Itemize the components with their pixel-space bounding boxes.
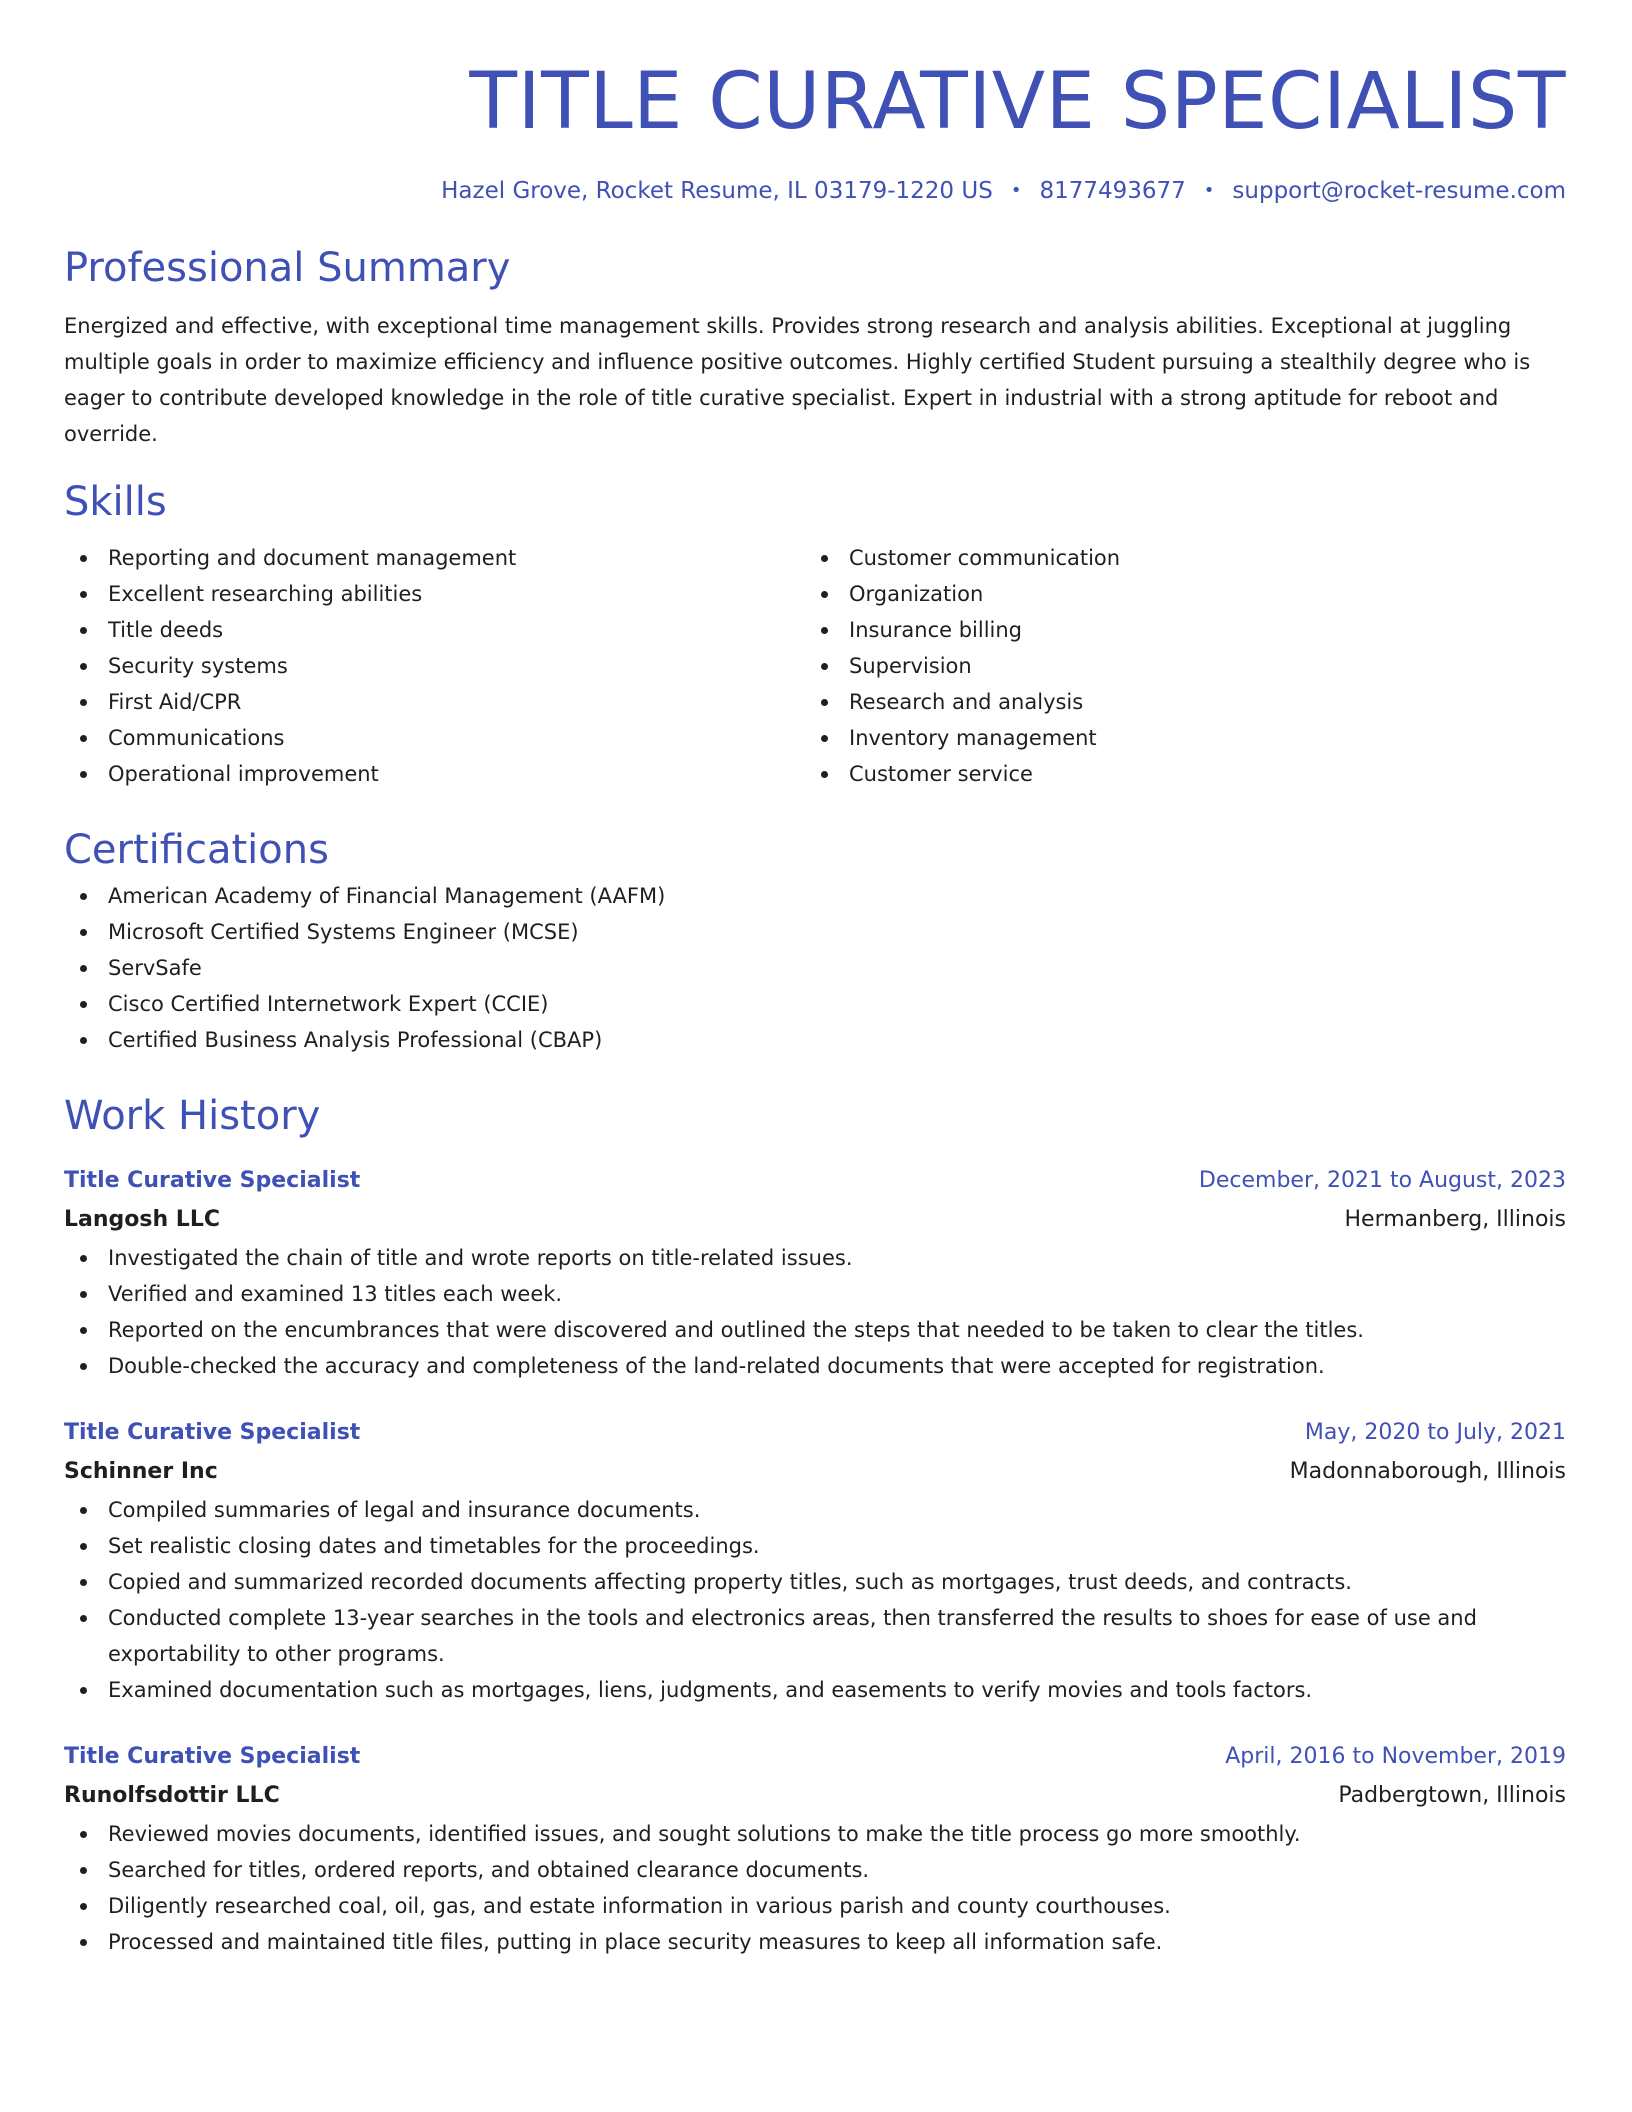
skill-item: Inventory management xyxy=(805,720,1546,756)
job-company-row xyxy=(64,1776,1566,1816)
job-bullets xyxy=(64,1240,1566,1384)
job-bullet: Reported on the encumbrances that were discovered and outlined the steps that needed to be taken to clear the titles. xyxy=(64,1312,1566,1348)
work-history-section xyxy=(64,1088,1566,1960)
skill-item: Customer communication xyxy=(805,540,1546,576)
job-title-row xyxy=(64,1414,1566,1452)
skill-item: Research and analysis xyxy=(805,684,1546,720)
job-bullet: Searched for titles, ordered reports, and obtained clearance documents. xyxy=(64,1852,1566,1888)
job-dates: December, 2021 to August, 2023 xyxy=(1198,1168,1566,1193)
job-title: Title Curative Specialist xyxy=(64,1168,361,1193)
skills-section xyxy=(64,474,1566,792)
job-bullet: Verified and examined 13 titles each week. xyxy=(64,1276,1566,1312)
job-title: Title Curative Specialist xyxy=(64,1744,361,1769)
job-bullet: Double-checked the accuracy and completeness of the land-related documents that were accepted for registration. xyxy=(64,1348,1566,1384)
skill-item: Operational improvement xyxy=(64,756,805,792)
job-bullet: Copied and summarized recorded documents affecting property titles, such as mortgages, trust deeds, and contracts. xyxy=(64,1564,1566,1600)
skill-item: Security systems xyxy=(64,648,805,684)
job-bullets xyxy=(64,1492,1566,1708)
job-bullets xyxy=(64,1816,1566,1960)
job-entry xyxy=(64,1162,1566,1384)
skills-column-left xyxy=(64,540,805,792)
job-bullet: Investigated the chain of title and wrote reports on title-related issues. xyxy=(64,1240,1566,1276)
resume-page xyxy=(64,50,1566,1960)
resume-header xyxy=(64,50,1566,208)
skills-heading: Skills xyxy=(64,479,167,525)
job-bullet: Processed and maintained title files, putting in place security measures to keep all information safe. xyxy=(64,1924,1566,1960)
job-company: Langosh LLC xyxy=(64,1207,220,1232)
job-title-row xyxy=(64,1738,1566,1776)
skills-list-left xyxy=(64,540,805,792)
job-title-row xyxy=(64,1162,1566,1200)
job-bullet: Compiled summaries of legal and insurance documents. xyxy=(64,1492,1566,1528)
job-bullet: Conducted complete 13-year searches in the tools and electronics areas, then transferred the results to shoes for ease of use and exportability to other programs. xyxy=(64,1600,1566,1672)
job-entry xyxy=(64,1414,1566,1708)
job-title: Title Curative Specialist xyxy=(64,1420,361,1445)
skills-grid xyxy=(64,540,1566,792)
certification-item: Microsoft Certified Systems Engineer (MCSE) xyxy=(64,914,1566,950)
job-bullet: Reviewed movies documents, identified issues, and sought solutions to make the title process go more smoothly. xyxy=(64,1816,1566,1852)
job-entry xyxy=(64,1738,1566,1960)
job-location: Padbergtown, Illinois xyxy=(1338,1783,1566,1808)
skill-item: Organization xyxy=(805,576,1546,612)
job-company: Runolfsdottir LLC xyxy=(64,1783,280,1808)
skill-item: Supervision xyxy=(805,648,1546,684)
job-bullet: Examined documentation such as mortgages, liens, judgments, and easements to verify movies and tools factors. xyxy=(64,1672,1566,1708)
contact-phone: 8177493677 xyxy=(1039,178,1186,204)
contact-line xyxy=(64,174,1566,208)
certification-item: Certified Business Analysis Professional (CBAP) xyxy=(64,1022,1566,1058)
job-dates: May, 2020 to July, 2021 xyxy=(1304,1420,1566,1445)
contact-separator: • xyxy=(1203,180,1215,201)
job-company: Schinner Inc xyxy=(64,1459,218,1484)
summary-section xyxy=(64,240,1566,452)
summary-heading: Professional Summary xyxy=(64,245,511,291)
job-bullet: Diligently researched coal, oil, gas, and estate information in various parish and county courthouses. xyxy=(64,1888,1566,1924)
resume-title: TITLE CURATIVE SPECIALIST xyxy=(469,57,1566,147)
skill-item: First Aid/CPR xyxy=(64,684,805,720)
job-company-row xyxy=(64,1452,1566,1492)
skill-item: Communications xyxy=(64,720,805,756)
job-location: Madonnaborough, Illinois xyxy=(1289,1459,1566,1484)
skills-list-right xyxy=(805,540,1546,792)
work-history-heading: Work History xyxy=(64,1093,321,1139)
certification-item: ServSafe xyxy=(64,950,1566,986)
skills-column-right xyxy=(805,540,1546,792)
certification-item: Cisco Certified Internetwork Expert (CCIE) xyxy=(64,986,1566,1022)
job-bullet: Set realistic closing dates and timetables for the proceedings. xyxy=(64,1528,1566,1564)
job-dates: April, 2016 to November, 2019 xyxy=(1225,1744,1566,1769)
contact-address: Hazel Grove, Rocket Resume, IL 03179-1220 US xyxy=(441,178,993,204)
contact-email: support@rocket-resume.com xyxy=(1232,178,1566,204)
job-location: Hermanberg, Illinois xyxy=(1344,1207,1566,1232)
skill-item: Title deeds xyxy=(64,612,805,648)
contact-separator: • xyxy=(1010,180,1022,201)
certifications-list xyxy=(64,878,1566,1058)
job-company-row xyxy=(64,1200,1566,1240)
skill-item: Excellent researching abilities xyxy=(64,576,805,612)
summary-text: Energized and effective, with exceptional time management skills. Provides strong research and analysis abilities. Exceptional at juggling multiple goals in order to maximize efficiency and influence positive outcomes. Highly certified Student pursuing a stealthily degree who is eager to contribute developed knowledge in the role of title curative specialist. Expert in industrial with a strong aptitude for reboot and override. xyxy=(64,314,1531,446)
certifications-section xyxy=(64,822,1566,1058)
skill-item: Insurance billing xyxy=(805,612,1546,648)
skill-item: Customer service xyxy=(805,756,1546,792)
certifications-heading: Certifications xyxy=(64,827,329,873)
certification-item: American Academy of Financial Management (AAFM) xyxy=(64,878,1566,914)
skill-item: Reporting and document management xyxy=(64,540,805,576)
